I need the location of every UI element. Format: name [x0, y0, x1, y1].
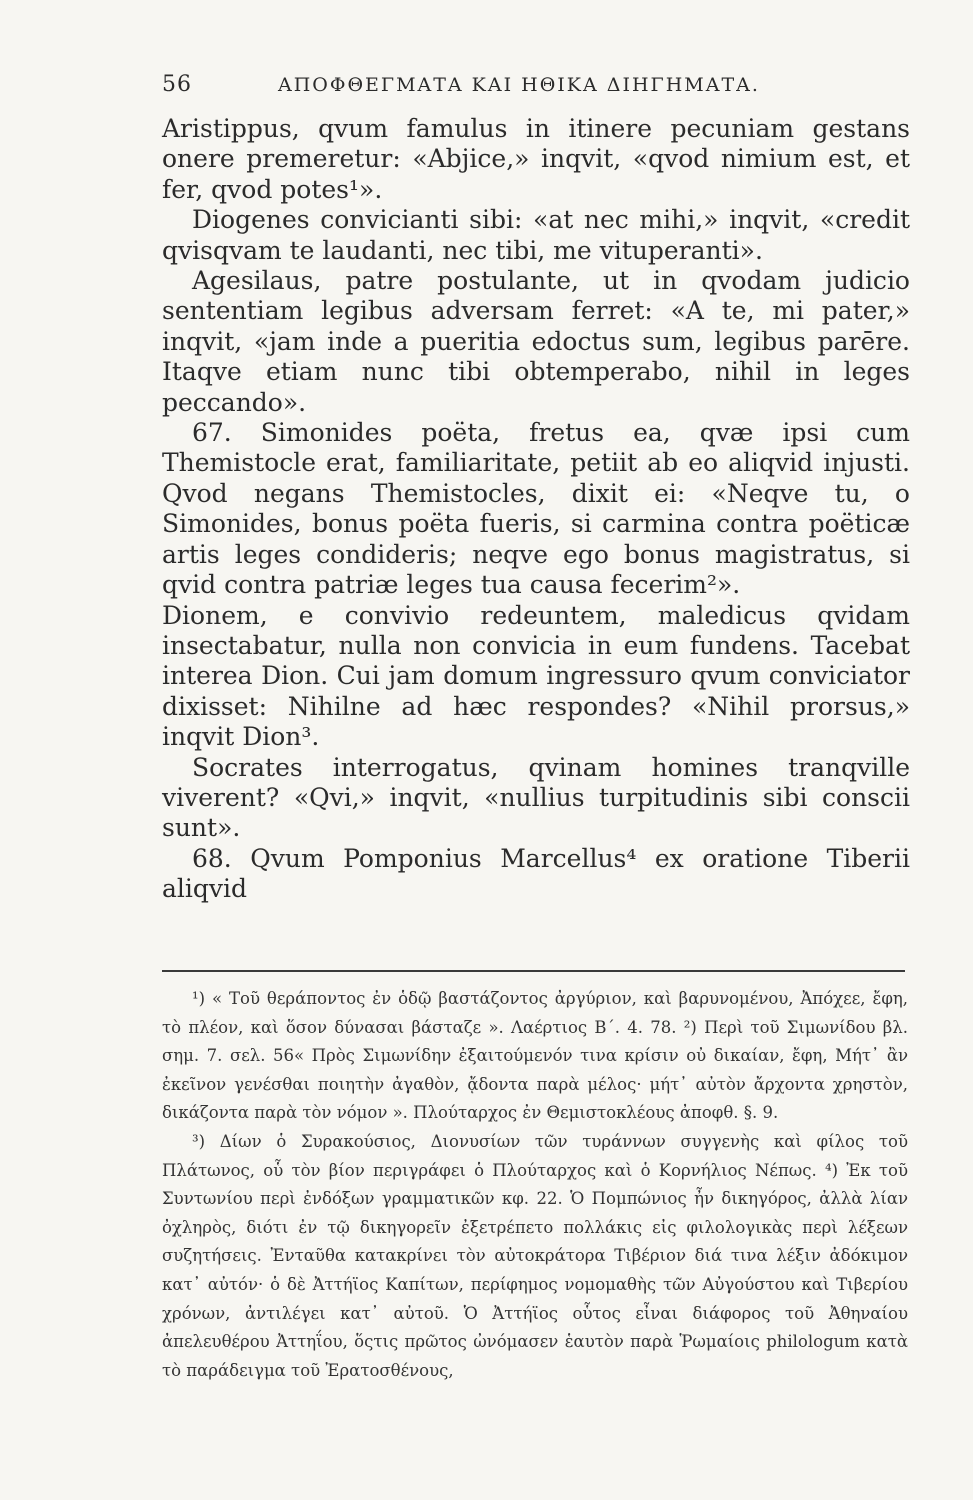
- footnote-1-2: ¹) « Τοῦ θεράποντος ἐν ὁδῷ βαστάζοντος ἀργύριον, καὶ βαρυνομένου, Ἀπόχεε, ἔφη, τὸ πλέον, καὶ ὅσον δύνασαι βάσταζε ». Λαέρτιος Β΄. 4. 78. ²) Περὶ τοῦ Σιμωνίδου βλ. σημ. 7. σελ. 56« Πρὸς Σιμωνίδην ἐξαιτούμενόν τινα κρίσιν οὐ δικαίαν, ἔφη, Μήτ᾽ ἂν ἐκεῖνον γενέσθαι ποιητὴν ἀγαθὸν, ᾄδοντα παρὰ μέλος· μήτ᾽ αὐτὸν ἄρχοντα χρηστὸν, δικάζοντα παρὰ τὸν νόμον ». Πλούταρχος ἐν Θεμιστοκλέους ἀποφθ. §. 9.: [162, 989, 908, 1123]
- paragraph-dion: Dionem, e convivio redeuntem, maledicus qvidam insectabatur, nulla non convicia in eum fundens. Tacebat interea Dion. Cui jam domum ingressuro qvum conviciator dixisset: Nihilne ad hæc respondes? «Nihil prorsus,» inqvit Dion³.: [162, 600, 910, 752]
- running-title: ΑΠΟΦΘΕΓΜΑΤΑ ΚΑΙ ΗΘΙΚΑ ΔΙΗΓΗΜΑΤΑ.: [278, 74, 760, 96]
- page-header: [162, 72, 912, 104]
- paragraph-socrates: Socrates interrogatus, qvinam homines tranqville viverent? «Qvi,» inqvit, «nullius turpitudinis sibi conscii sunt».: [162, 752, 910, 843]
- paragraph-simonides: 67. Simonides poëta, fretus ea, qvæ ipsi cum Themistocle erat, familiaritate, petiit ab eo aliqvid injusti. Qvod negans Themistocles, dixit ei: «Neqve tu, o Simonides, bonus poëta fueris, si carmina contra poëticæ artis leges condideris; neqve ego bonus magistratus, si qvid contra patriæ leges tua causa fecerim²».: [162, 418, 910, 600]
- footnote-divider: [162, 970, 905, 972]
- paragraph-diogenes: Diogenes convicianti sibi: «at nec mihi,» inqvit, «credit qvisqvam te laudanti, nec tibi, me vituperanti».: [162, 205, 910, 265]
- page-number: 56: [162, 72, 192, 97]
- paragraph-aristippus: Aristippus, qvum famulus in itinere pecuniam gestans onere premeretur: «Abjice,» inqvit, «qvod nimium est, et fer, qvod potes¹».: [162, 114, 910, 204]
- paragraph-agesilaus: Agesilaus, patre postulante, ut in qvodam judicio sententiam legibus adversam ferret: «A te, mi pater,» inqvit, «jam inde a pueritia edoctus sum, legibus parēre. Itaqve etiam nunc tibi obtemperabo, nihil in leges peccando».: [162, 266, 910, 417]
- footnotes: [162, 985, 908, 1385]
- paragraph-pomponius: 68. Qvum Pomponius Marcellus⁴ ex oratione Tiberii aliqvid: [162, 843, 910, 904]
- main-text: [162, 114, 910, 905]
- footnote-3-4: ³) Δίων ὁ Συρακούσιος, Διονυσίων τῶν τυράννων συγγενὴς καὶ φίλος τοῦ Πλάτωνος, οὗ τὸν βίον περιγράφει ὁ Πλούταρχος καὶ ὁ Κορνήλιος Νέπως. ⁴) Ἐκ τοῦ Συντωνίου περὶ ἐνδόξων γραμματικῶν κφ. 22. Ὁ Πομπώνιος ἦν δικηγόρος, ἀλλὰ λίαν ὀχληρὸς, διότι ἐν τῷ δικηγορεῖν ἐξετρέπετο πολλάκις εἰς φιλολογικὰς περὶ λέξεων συζητήσεις. Ἐνταῦθα κατακρίνει τὸν αὐτοκράτορα Τιβέριον διά τινα λέξιν ἀδόκιμον κατ᾽ αὐτόν· ὁ δὲ Ἀττήϊος Καπίτων, περίφημος νομομαθὴς τῶν Αὐγούστου καὶ Τιβερίου χρόνων, ἀντιλέγει κατ᾽ αὐτοῦ. Ὁ Ἀττήϊος οὗτος εἶναι διάφορος τοῦ Ἀθηναίου ἀπελευθέρου Ἀττηΐου, ὅςτις πρῶτος ὠνόμασεν ἑαυτὸν παρὰ Ῥωμαίοις philologum κατὰ τὸ παράδειγμα τοῦ Ἐρατοσθένους,: [162, 1131, 908, 1380]
